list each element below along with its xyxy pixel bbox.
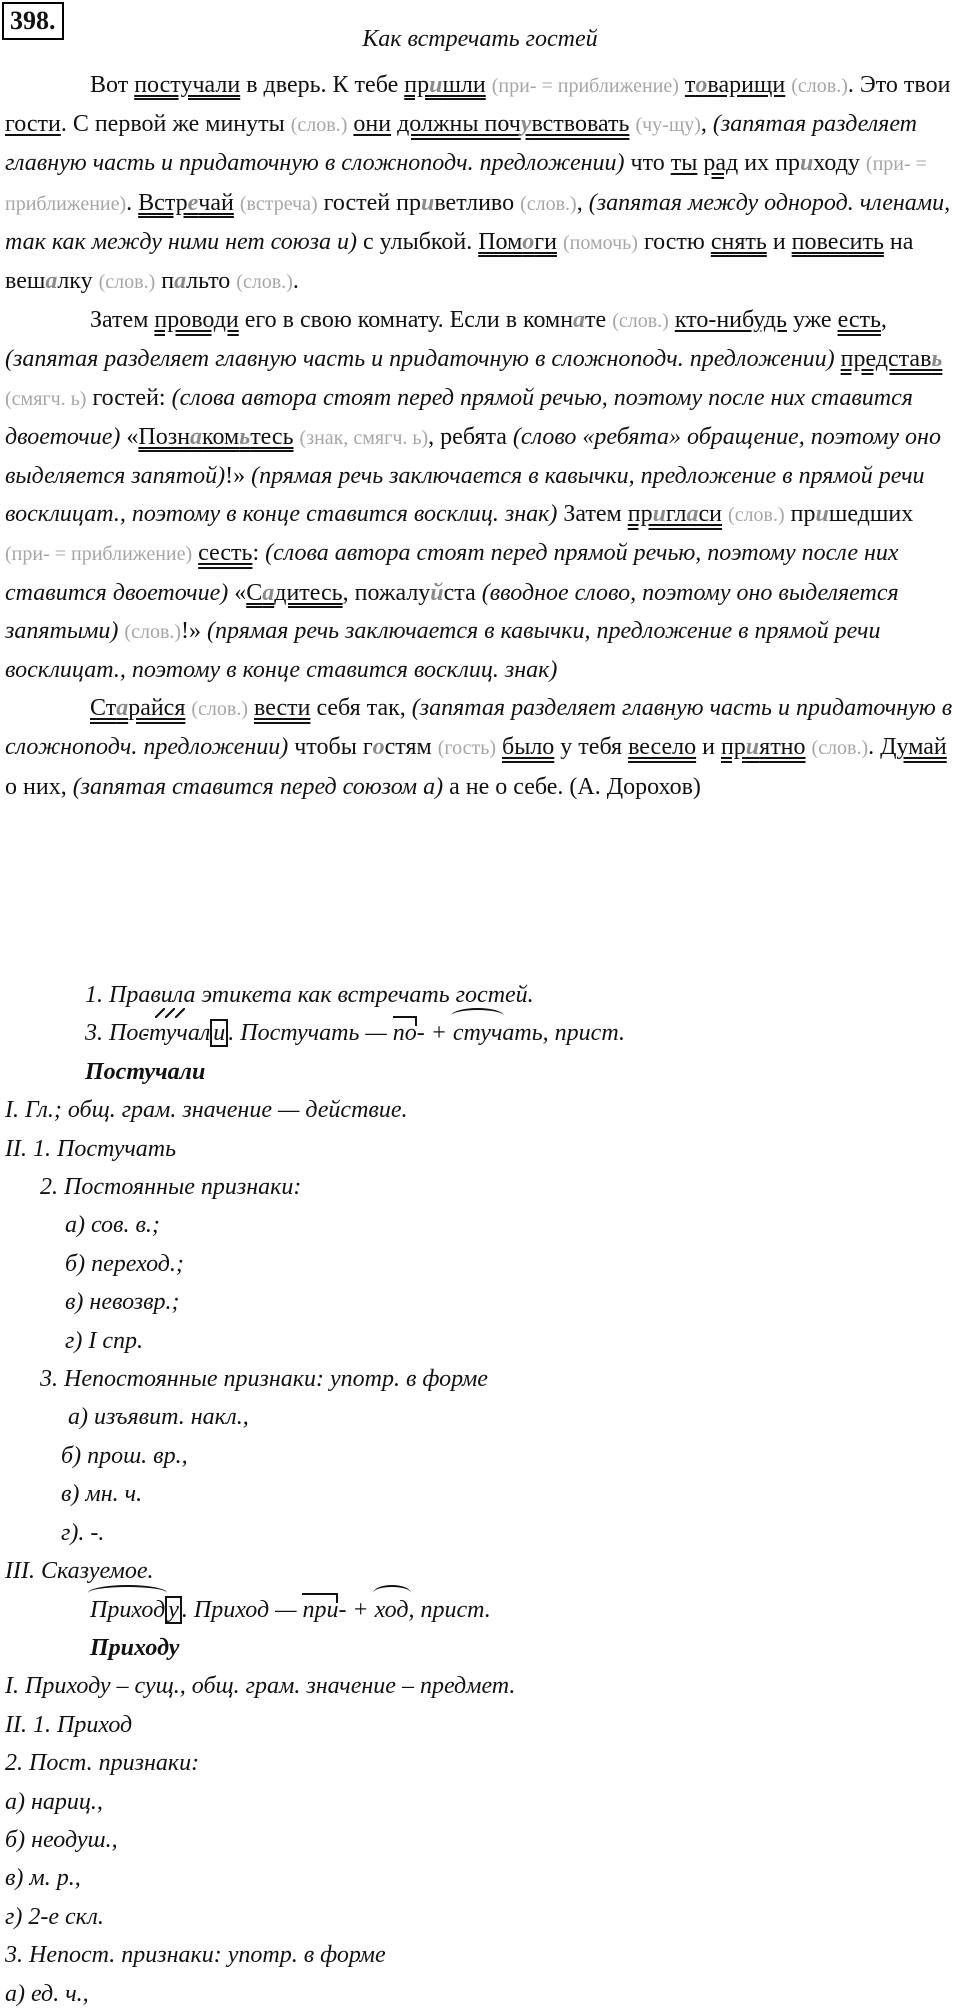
analysis-line: 3. Непостоянные признаки: употр. в форме xyxy=(40,1366,488,1393)
analysis-line: б) прош. вр., xyxy=(61,1442,188,1469)
root: ход xyxy=(375,1591,409,1629)
morpheme-word: Приход xyxy=(90,1591,165,1629)
analysis-line: г) I спр. xyxy=(65,1327,143,1354)
paragraph-2: Затем проводи его в свою комнату. Если в комнате (слов.) кто-нибудь уже есть, (запятая разделяет главную часть и придаточную в сложноподч. предложении) представь (смягч. ь) гостей: (слова автора стоят перед прямой речью, поэтому после них ставится двоеточие) «Познакомьтесь (знак, смягч. ь), ребята (слово «ребята» обращение, поэтому оно выделяется запятой)!» (прямая речь заключается в кавычки, предложение в прямой речи восклицат., поэтому в конце ставится восклиц. знак) Затем пригласи (слов.) пришедших (при- = приближение) сесть: (слова автора стоят перед прямой речью, поэтому после них ставится двоеточие) «Садитесь, пожалуйста (вводное слово, поэтому оно выделяется запятыми) (слов.)!» (прямая речь заключается в кавычки, предложение в прямой речи восклицат., поэтому в конце ставится восклиц. знак) xyxy=(5,307,943,684)
analysis-line: Постучали xyxy=(85,1058,206,1085)
word-formation: . Постучать — xyxy=(228,1020,393,1047)
paragraph-1: Вот постучали в дверь. К тебе пришли (при- = приближение) товарищи (слов.). Это твои гости. С первой же минуты (слов.) они должны почувствовать (чу-щу), (запятая разделяет главную часть и придаточную в сложноподч. предложении) что ты рад их приходу (при- = приближение). Встречай (встреча) гостей приветливо (слов.), (запятая между однород. членами, так как между ними нет союза и) с улыбкой. Помоги (помочь) гостю снять и повесить на вешалку (слов.) пальто (слов.). xyxy=(5,72,951,295)
morphological-analysis xyxy=(5,976,955,2013)
morpheme-word: Постучал xyxy=(109,1014,210,1052)
analysis-line: г) 2-е скл. xyxy=(5,1903,104,1930)
analysis-line: б) неодуш., xyxy=(5,1826,118,1853)
analysis-line: а) изъявит. накл., xyxy=(68,1404,249,1431)
analysis-line: г). -. xyxy=(61,1519,105,1546)
text-title: Как встречать гостей xyxy=(362,26,598,52)
analysis-line: в) невозвр.; xyxy=(65,1289,180,1316)
analysis-line: а) сов. в.; xyxy=(65,1212,160,1239)
analysis-line: а) ед. ч., xyxy=(5,1980,89,2007)
analysis-line: II. 1. Приход xyxy=(5,1711,133,1738)
exercise-number: 398. xyxy=(2,2,64,40)
analysis-line: в) мн. ч. xyxy=(61,1481,143,1508)
analysis-line: 2. Постоянные признаки: xyxy=(40,1174,302,1201)
analysis-line: 2. Пост. признаки: xyxy=(5,1750,200,1777)
prefix: по xyxy=(393,1014,417,1052)
analysis-line: II. 1. Постучать xyxy=(5,1135,177,1162)
line-number: 3. xyxy=(85,1020,109,1047)
analysis-line xyxy=(5,1014,955,1052)
ending-box: и xyxy=(210,1019,228,1047)
formation-rest: , прист. xyxy=(408,1596,491,1623)
plus: - + xyxy=(338,1596,375,1623)
plus: - + xyxy=(416,1020,453,1047)
analysis-line: I. Приходу – сущ., общ. грам. значение – предмет. xyxy=(5,1673,516,1700)
prefix: при xyxy=(302,1591,338,1629)
analysis-line: 3. Непост. признаки: употр. в форме xyxy=(5,1942,386,1969)
analysis-line: III. Сказуемое. xyxy=(5,1558,154,1585)
analysis-line: I. Гл.; общ. грам. значение — действие. xyxy=(5,1097,408,1124)
root: стуч xyxy=(453,1014,503,1052)
formation-rest: ать, прист. xyxy=(502,1020,625,1047)
analysis-line xyxy=(5,1591,955,1629)
analysis-line: Приходу xyxy=(90,1634,180,1661)
paragraph-3: Старайся (слов.) вести себя так, (запятая разделяет главную часть и придаточную в сложноподч. предложении) чтобы гостям (гость) было у тебя весело и приятно (слов.). Думай о них, (запятая ставится перед союзом а) а не о себе. (А. Дорохов) xyxy=(5,695,953,800)
exercise-text xyxy=(5,66,955,806)
analysis-line: б) переход.; xyxy=(65,1250,184,1277)
analysis-line: 1. Правила этикета как встречать гостей. xyxy=(85,982,534,1008)
analysis-line: в) м. р., xyxy=(5,1865,81,1892)
ending-box: у xyxy=(165,1596,182,1624)
word-formation: . Приход — xyxy=(181,1596,303,1623)
analysis-line: а) нариц., xyxy=(5,1788,103,1815)
